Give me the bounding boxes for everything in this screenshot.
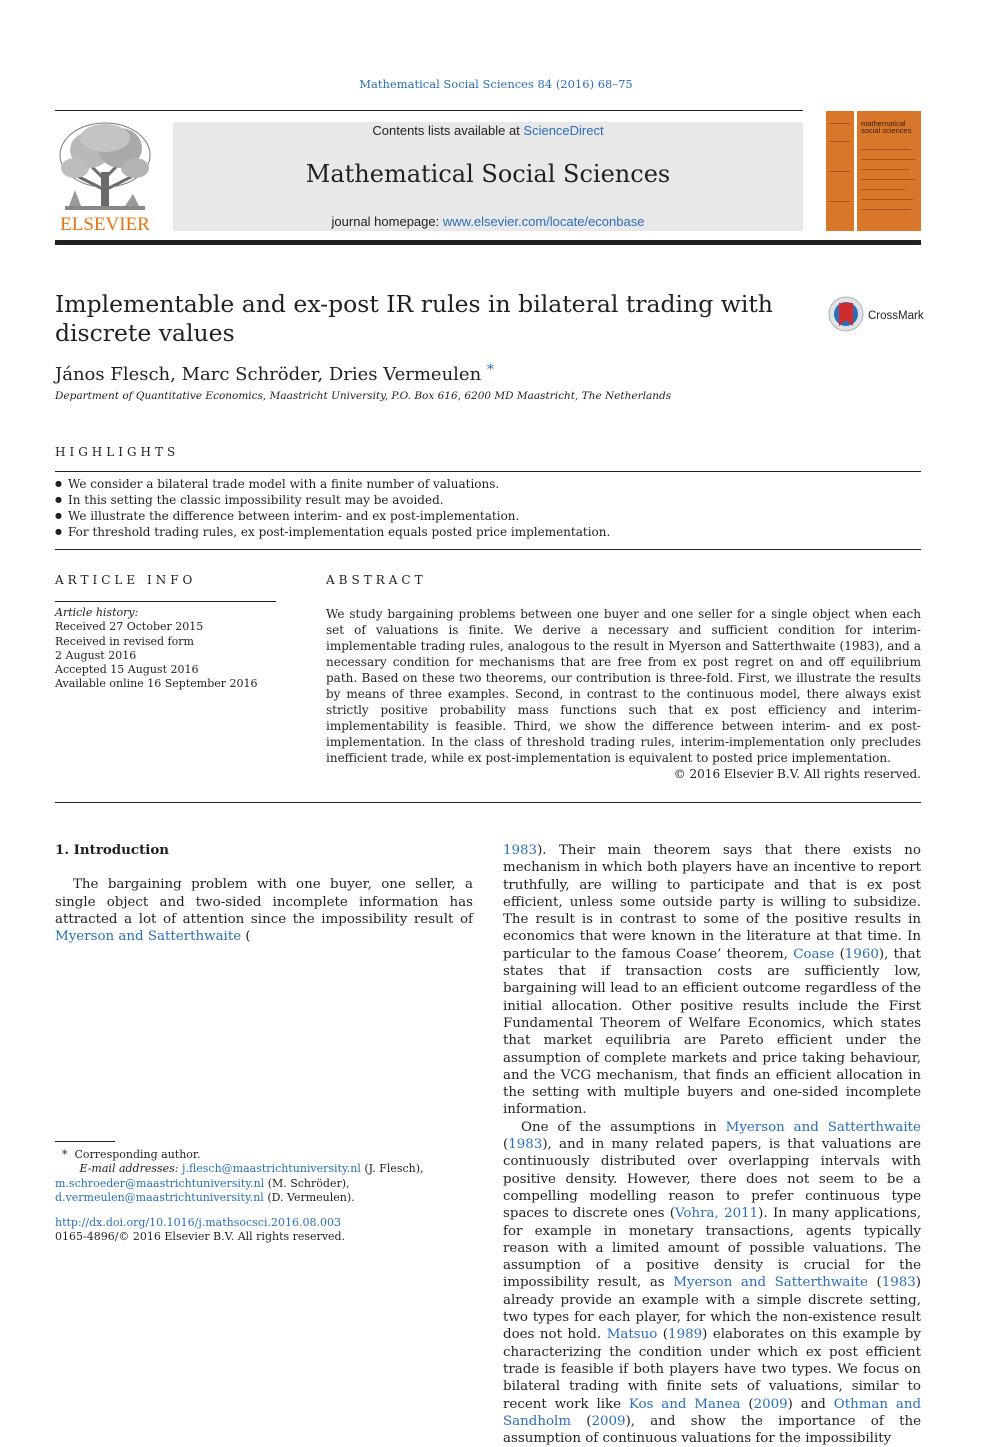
history-entry: Available online 16 September 2016 bbox=[55, 677, 258, 691]
history-entry: Received in revised form bbox=[55, 634, 194, 648]
homepage-line bbox=[173, 214, 803, 229]
body-text: ( bbox=[657, 1327, 669, 1343]
citation-link[interactable]: Myerson and Satterthwaite bbox=[725, 1119, 921, 1135]
cover-line bbox=[861, 159, 915, 160]
cover-title: mathematical social sciences bbox=[861, 119, 912, 135]
authors-names: János Flesch, Marc Schröder, Dries Vermeulen bbox=[55, 364, 482, 385]
footnote bbox=[55, 1148, 424, 1205]
doi-block bbox=[55, 1216, 345, 1245]
elsevier-tree-icon bbox=[55, 120, 155, 232]
history-label: Article history: bbox=[55, 606, 139, 619]
section-heading-introduction: 1. Introduction bbox=[55, 842, 170, 858]
abstract-copyright: © 2016 Elsevier B.V. All rights reserved. bbox=[673, 767, 921, 781]
body-text: ( bbox=[571, 1413, 592, 1429]
intro-paragraph-1 bbox=[55, 876, 473, 945]
citation-link[interactable]: 1983 bbox=[881, 1275, 916, 1291]
article-info-rule bbox=[55, 601, 276, 602]
highlights-rule-bottom bbox=[55, 549, 921, 550]
highlight-item: ● For threshold trading rules, ex post-implementation equals posted price implementation. bbox=[55, 524, 610, 540]
citation-link[interactable]: Matsuo bbox=[606, 1327, 658, 1343]
affiliation: Department of Quantitative Economics, Maastricht University, P.O. Box 616, 6200 MD Maastricht, The Netherlands bbox=[55, 390, 672, 402]
article-title: Implementable and ex-post IR rules in bilateral trading with discrete values bbox=[55, 290, 773, 347]
homepage-prefix: journal homepage: bbox=[331, 214, 443, 229]
crossmark-label: CrossMark bbox=[868, 310, 924, 322]
elsevier-wordmark: ELSEVIER bbox=[60, 214, 150, 232]
highlight-item: ● We consider a bilateral trade model with a finite number of valuations. bbox=[55, 476, 610, 492]
email-label: E-mail addresses: bbox=[79, 1162, 179, 1176]
body-text: ) elaborates on this example by characterizing the condition under which ex post efficient trade is feasible if both players have two types. We focus on bilateral trading with finite sets of valuations, similar to recent work like bbox=[503, 1327, 921, 1412]
body-text: ). Their main theorem says that there exists no mechanism in which both players have an incentive to report truthfully, are willing to participate and that is ex post efficient, unless some outside party is willing to subsidize. The result is in contrast to some of the positive results in economics that were known in the literature at that time. In particular to the famous Coase’ theorem, bbox=[503, 843, 921, 962]
author-list bbox=[55, 362, 494, 385]
intro-paragraph-1-continued bbox=[503, 842, 921, 1119]
footnote-email-line bbox=[55, 1177, 424, 1191]
body-text: ( bbox=[241, 929, 251, 945]
body-text: ( bbox=[503, 1137, 509, 1153]
history-entry: Accepted 15 August 2016 bbox=[55, 663, 199, 677]
citation-link[interactable]: Myerson and Satterthwaite bbox=[55, 929, 242, 945]
citation-link[interactable]: Coase bbox=[793, 946, 835, 962]
highlights-rule-top bbox=[55, 471, 921, 472]
email-link-flesch[interactable]: j.flesch@maastrichtuniversity.nl bbox=[182, 1162, 361, 1176]
abstract-text: We study bargaining problems between one buyer and one seller for a single object when each set of valuations is finite. We derive a necessary and sufficient condition for interim-implementable trading rules, analogous to the result in Myerson and Satterthwaite (1983), and a necessary condition for mechanisms that are free from ex post regret on and off equilibrium path. Based on these two theorems, our contribution is three-fold. First, we illustrate the results by means of three examples. Second, in contrast to the continuous model, there always exist strictly positive probability mass functions such that ex post efficiency and interim-implementability is feasible. Third, we show the difference between interim- and ex post-implementation. In the class of threshold trading rules, interim-implementation only precludes inefficient trade, while ex post-implementation is equivalent to posted price implementation. bbox=[326, 607, 921, 765]
elsevier-logo bbox=[55, 120, 155, 232]
header-thick-rule bbox=[55, 240, 921, 245]
abstract-body bbox=[326, 606, 921, 782]
contents-line bbox=[173, 123, 803, 138]
abstract-rule bbox=[55, 802, 921, 803]
citation-link[interactable]: Kos and Manea bbox=[628, 1396, 741, 1412]
footnote-rule bbox=[55, 1141, 115, 1142]
journal-name: Mathematical Social Sciences bbox=[305, 160, 671, 188]
citation-link[interactable]: Myerson and Satterthwaite bbox=[673, 1275, 868, 1291]
article-info-heading: ARTICLE INFO bbox=[55, 573, 197, 587]
cover-line bbox=[861, 169, 909, 170]
crossmark-icon bbox=[828, 296, 928, 332]
citation-link[interactable]: Vohra, 2011 bbox=[674, 1206, 759, 1222]
history-entry: Received 27 October 2015 bbox=[55, 620, 204, 634]
body-text: The bargaining problem with one buyer, one seller, a single object and two-sided incomplete information has attracted a lot of attention since the impossibility result of bbox=[55, 877, 473, 927]
body-text: ). In many applications, for example in monetary transactions, agents typically reason with a limited amount of possible valuations. The assumption of a positive density is crucial for the impossibility result, as bbox=[503, 1206, 922, 1291]
body-text: ( bbox=[867, 1275, 882, 1291]
crossmark-badge[interactable] bbox=[828, 296, 928, 332]
body-text: ( bbox=[740, 1396, 754, 1412]
cover-line bbox=[830, 123, 850, 124]
citation-link[interactable]: 1960 bbox=[844, 946, 879, 962]
email-name: (M. Schröder), bbox=[267, 1176, 350, 1190]
cover-line bbox=[861, 209, 911, 210]
citation-link[interactable]: 1983 bbox=[508, 1137, 543, 1153]
footnote-corresponding bbox=[55, 1148, 424, 1162]
history-entry: 2 August 2016 bbox=[55, 648, 137, 662]
header-rule bbox=[55, 110, 803, 111]
email-link-vermeulen[interactable]: d.vermeulen@maastrichtuniversity.nl bbox=[55, 1190, 264, 1204]
body-text: ), and in many related papers, is that valuations are continuously distributed over overlapping intervals with positive density. However, there does not seem to be a compelling modelling reason to prefer continuous type spaces to discrete ones ( bbox=[503, 1137, 921, 1222]
highlight-item: ● In this setting the classic impossibility result may be avoided. bbox=[55, 492, 610, 508]
body-text: ( bbox=[834, 946, 845, 962]
citation-link[interactable]: 1983 bbox=[503, 843, 538, 858]
highlights-heading: HIGHLIGHTS bbox=[55, 445, 180, 459]
body-text: ) already provide an example with a simple discrete setting, two types for each player, for which the non-existence result does not hold. bbox=[503, 1275, 921, 1343]
citation-link[interactable]: 2009 bbox=[591, 1413, 626, 1429]
citation-link[interactable]: 1989 bbox=[668, 1327, 703, 1343]
cover-line bbox=[830, 141, 850, 142]
cover-line bbox=[830, 201, 850, 202]
footnote-marker: * bbox=[62, 1148, 68, 1161]
doi-link[interactable]: http://dx.doi.org/10.1016/j.mathsocsci.2016.08.003 bbox=[55, 1216, 341, 1229]
journal-reference[interactable]: Mathematical Social Sciences 84 (2016) 68–75 bbox=[359, 77, 633, 91]
sciencedirect-link[interactable]: ScienceDirect bbox=[523, 123, 604, 138]
cover-spine bbox=[854, 111, 857, 231]
citation-link[interactable]: Othman and Sandholm bbox=[503, 1396, 922, 1429]
right-column bbox=[503, 842, 921, 1447]
body-text: ) and bbox=[787, 1396, 834, 1412]
issn-line: 0165-4896/© 2016 Elsevier B.V. All rights reserved. bbox=[55, 1230, 346, 1244]
body-text: ), that states that if transaction costs are sufficiently low, bargaining will lead to an efficient outcome regardless of the initial allocation. Other positive results include the First Fundamental Theorem of Welfare Economics, which states that market equilibria are Pareto efficient under the assumption of complete markets and price taking behaviour, and the VCG mechanism, that finds an efficient allocation in the setting with multiple buyers and one-sided incomplete information. bbox=[503, 946, 921, 1118]
highlight-item: ● We illustrate the difference between interim- and ex post-implementation. bbox=[55, 508, 610, 524]
email-name: (D. Vermeulen). bbox=[267, 1190, 355, 1204]
contents-prefix: Contents lists available at bbox=[372, 123, 524, 138]
journal-cover-thumbnail[interactable] bbox=[826, 111, 921, 231]
cover-line bbox=[861, 199, 913, 200]
cover-line bbox=[861, 179, 915, 180]
abstract-heading: ABSTRACT bbox=[326, 573, 427, 587]
cover-line bbox=[861, 149, 911, 150]
corresponding-author-marker[interactable]: * bbox=[486, 362, 494, 378]
article-history bbox=[55, 606, 258, 692]
email-link-schroeder[interactable]: m.schroeder@maastrichtuniversity.nl bbox=[55, 1176, 265, 1190]
intro-paragraph-2 bbox=[503, 1119, 921, 1447]
cover-line bbox=[861, 189, 905, 190]
cover-line bbox=[830, 171, 850, 172]
homepage-link[interactable]: www.elsevier.com/locate/econbase bbox=[442, 214, 645, 229]
citation-link[interactable]: 2009 bbox=[753, 1396, 788, 1412]
footnote-email-line bbox=[55, 1162, 424, 1176]
highlights-list bbox=[55, 476, 610, 540]
left-column bbox=[55, 842, 473, 945]
body-text: ), and show the importance of the assumption of continuous valuations for the impossibility bbox=[503, 1413, 921, 1447]
body-text: One of the assumptions in bbox=[521, 1119, 726, 1135]
footnote-email-line bbox=[55, 1191, 424, 1205]
email-name: (J. Flesch), bbox=[364, 1162, 424, 1176]
footnote-corresponding-text: Corresponding author. bbox=[74, 1148, 201, 1161]
